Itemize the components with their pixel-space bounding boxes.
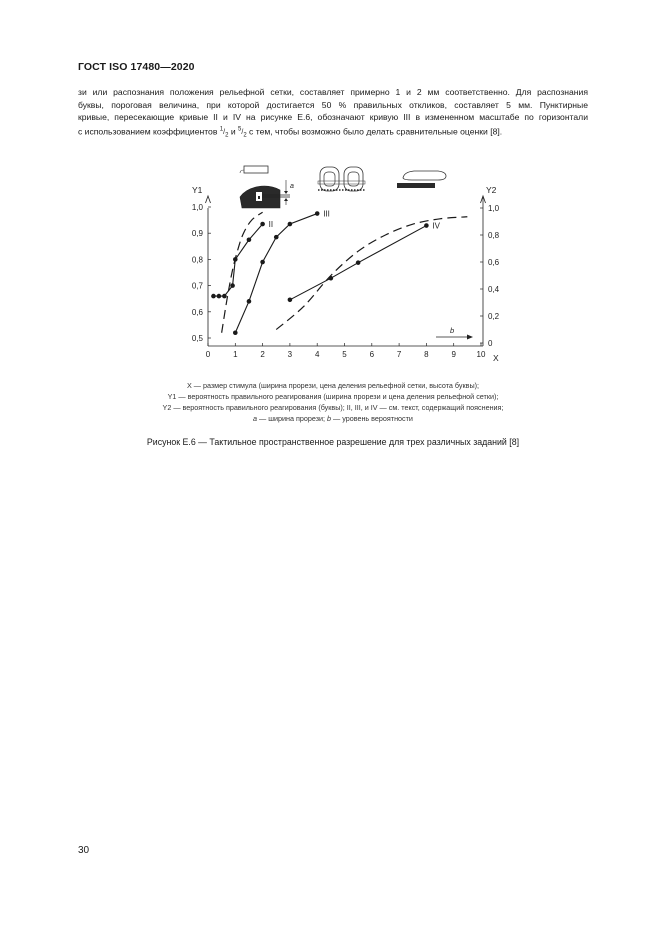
- series-line-II: [213, 224, 262, 296]
- paragraph-text: с использованием коэффициентов: [78, 126, 220, 137]
- y2-tick-label: 0,2: [488, 312, 500, 321]
- paragraph-line: кривые, пересекающие кривые II и IV на рисунке Е.6, обозначают кривую III в измененном масштабе по горизонтали: [78, 112, 588, 123]
- y2-tick-label: 0,8: [488, 231, 500, 240]
- x-tick-label: 7: [396, 350, 402, 359]
- chart-series: [211, 210, 467, 336]
- data-point: [230, 283, 235, 288]
- data-point: [217, 294, 222, 299]
- data-point: [274, 235, 279, 240]
- axes: [206, 196, 486, 346]
- series-label: III: [323, 209, 330, 219]
- finger-grid-pictogram: [318, 167, 365, 191]
- series-line-III: [235, 214, 317, 333]
- probability-level-label: b: [450, 326, 455, 335]
- x-tick-label: 10: [476, 350, 486, 359]
- y1-axis-label: Y1: [192, 185, 203, 195]
- x-tick-label: 6: [369, 350, 375, 359]
- x-tick-label: 9: [451, 350, 456, 359]
- series-label: II: [268, 220, 274, 230]
- x-tick-label: 8: [424, 350, 429, 359]
- y2-tick-label: 0: [488, 339, 493, 348]
- data-point: [288, 298, 293, 303]
- y1-tick-label: 0,7: [191, 281, 203, 291]
- data-point: [211, 294, 216, 299]
- slit-label: a: [290, 183, 294, 190]
- probability-level-arrow: [436, 326, 473, 340]
- document-header: ГОСТ ISO 17480—2020: [78, 61, 195, 73]
- x-tick-label: 2: [260, 350, 265, 359]
- data-point: [222, 294, 227, 299]
- x-axis-ticks: [206, 343, 486, 359]
- paragraph-text: и: [228, 126, 239, 137]
- data-point: [247, 299, 252, 304]
- data-point: [260, 222, 265, 227]
- figure-legend: [78, 380, 588, 424]
- paragraph-text: с тем, чтобы возможно было делать сравнительные оценки [8].: [246, 126, 503, 137]
- y2-tick-label: 1,0: [488, 204, 500, 213]
- y2-axis-label: Y2: [486, 185, 497, 195]
- fraction: $^1/_2$: [219, 126, 229, 139]
- paragraph-line: буквы, пороговая величина, при которой достигается 50 % правильных откликов, составляет 5 мм. Пунктирные: [78, 99, 588, 110]
- x-axis-label: X: [493, 353, 499, 363]
- series-label: IV: [432, 221, 440, 231]
- paragraph-line: зи или распознания положения рельефной сетки, составляет примерно 1 и 2 мм соответственно. Для распознания: [78, 87, 588, 97]
- data-point: [288, 222, 293, 227]
- y1-tick-label: 0,5: [191, 334, 203, 343]
- x-tick-label: 3: [287, 350, 293, 359]
- legend-line-y2: Y2 — вероятность правильного реагирования (буквы); II, III, и IV — см. текст, содержащий пояснения;: [162, 403, 504, 413]
- fraction: $^5/_2$: [238, 126, 247, 139]
- data-point: [315, 211, 320, 216]
- page-number: 30: [78, 845, 90, 856]
- x-tick-label: 4: [314, 350, 320, 359]
- y1-tick-label: 1,0: [191, 203, 203, 212]
- data-point: [424, 223, 429, 228]
- data-point: [356, 260, 361, 265]
- x-tick-label: 1: [233, 350, 238, 359]
- legend-line-x: X — размер стимула (ширина прорези, цена деления рельефной сетки, высота буквы);: [186, 381, 479, 390]
- data-point: [233, 330, 238, 335]
- dashed-curve: [276, 217, 467, 330]
- finger-letter-pictogram: [397, 171, 446, 188]
- finger-slit-pictogram: [240, 166, 294, 208]
- legend-line-y1: Y1 — вероятность правильного реагирования (ширина прорези и цена деления рельефной сетки);: [167, 392, 499, 402]
- figure-caption: Рисунок Е.6 — Тактильное пространственное разрешение для трех различных заданий [8]: [146, 437, 520, 447]
- y1-tick-label: 0,8: [191, 255, 203, 265]
- y2-tick-label: 0,4: [488, 285, 500, 294]
- data-point: [260, 260, 265, 265]
- y2-tick-label: 0,6: [488, 258, 500, 267]
- data-point: [247, 237, 252, 242]
- x-tick-label: 0: [205, 350, 211, 359]
- legend-line-ab: a — ширина прорези; b — уровень вероятности: [253, 414, 413, 424]
- y1-tick-label: 0,6: [191, 307, 203, 317]
- x-tick-label: 5: [342, 350, 347, 359]
- y1-tick-label: 0,9: [191, 229, 203, 239]
